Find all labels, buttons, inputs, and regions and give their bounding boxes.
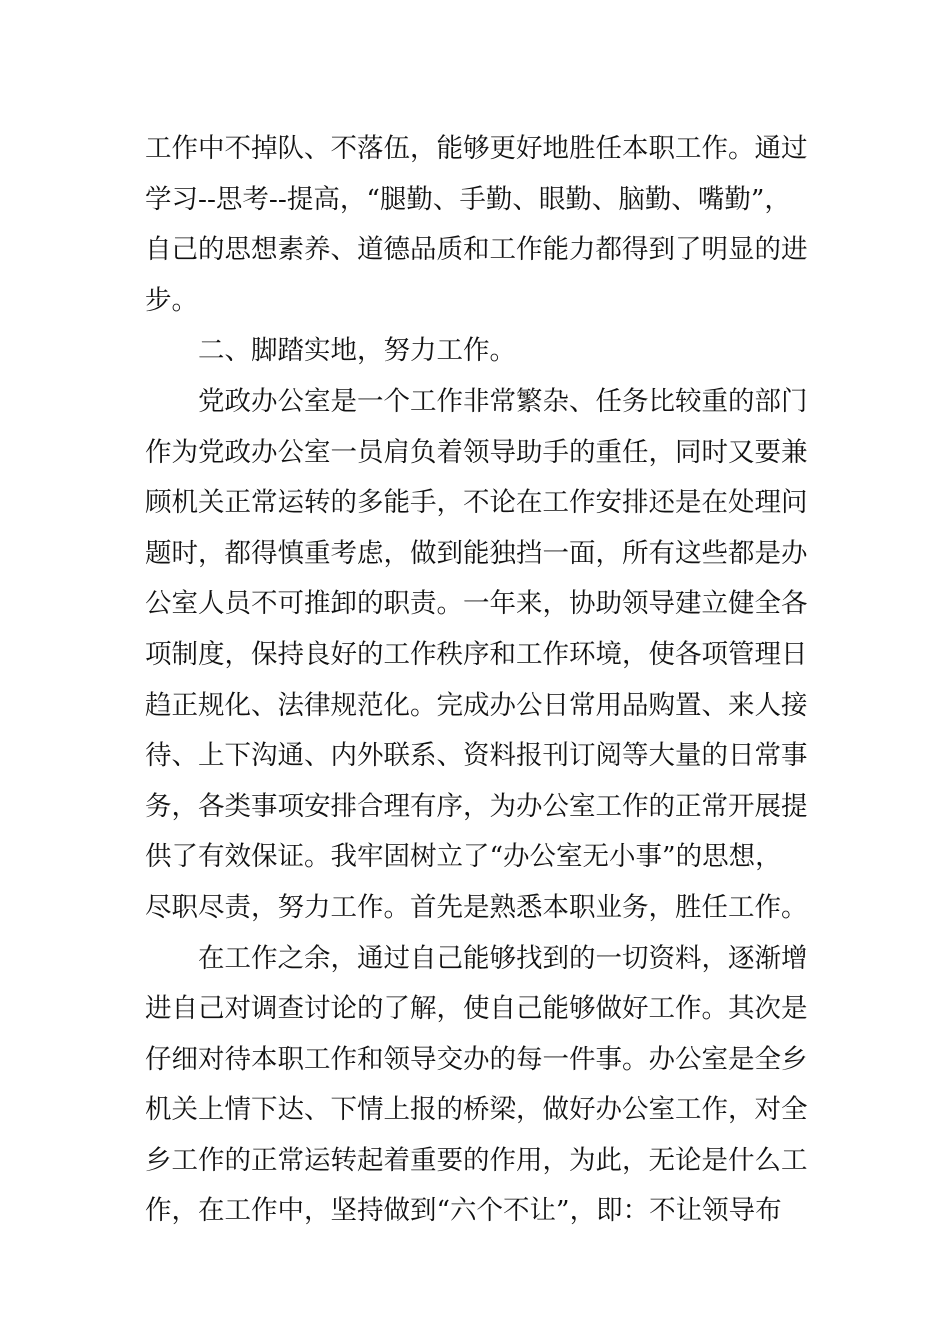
text-line: 自己的思想素养、道德品质和工作能力都得到了明显的进 bbox=[145, 234, 808, 266]
document-body bbox=[145, 124, 825, 1237]
text-line: 作，在工作中，坚持做到“六个不让”，即：不让领导布 bbox=[145, 1195, 782, 1227]
text-line: 趋正规化、法律规范化。完成办公日常用品购置、来人接 bbox=[145, 689, 808, 721]
text-line: 步。 bbox=[145, 284, 198, 316]
text-line: 公室人员不可推卸的职责。一年来，协助领导建立健全各 bbox=[145, 588, 808, 620]
text-line: 进自己对调查讨论的了解，使自己能够做好工作。其次是 bbox=[145, 993, 808, 1025]
text-line: 顾机关正常运转的多能手，不论在工作安排还是在处理问 bbox=[145, 487, 808, 519]
paragraph-first-line: 党政办公室是一个工作非常繁杂、任务比较重的部门 bbox=[198, 385, 808, 417]
text-line: 作为党政办公室一员肩负着领导助手的重任，同时又要兼 bbox=[145, 436, 808, 468]
paragraph-first-line: 在工作之余，通过自己能够找到的一切资料，逐渐增 bbox=[198, 942, 808, 974]
text-line: 乡工作的正常运转起着重要的作用，为此，无论是什么工 bbox=[145, 1144, 808, 1176]
text-line: 待、上下沟通、内外联系、资料报刊订阅等大量的日常事 bbox=[145, 740, 808, 772]
text-line: 仔细对待本职工作和领导交办的每一件事。办公室是全乡 bbox=[145, 1043, 808, 1075]
text-line: 题时，都得慎重考虑，做到能独挡一面，所有这些都是办 bbox=[145, 537, 808, 569]
text-line: 尽职尽责，努力工作。首先是熟悉本职业务，胜任工作。 bbox=[145, 891, 808, 923]
text-line: 项制度，保持良好的工作秩序和工作环境，使各项管理日 bbox=[145, 638, 808, 670]
section-heading: 二、脚踏实地，努力工作。 bbox=[198, 335, 516, 367]
text-line: 机关上情下达、下情上报的桥梁，做好办公室工作，对全 bbox=[145, 1094, 808, 1126]
text-line: 工作中不掉队、不落伍，能够更好地胜任本职工作。通过 bbox=[145, 133, 808, 164]
text-line: 供了有效保证。我牢固树立了“办公室无小事”的思想， bbox=[145, 841, 782, 873]
text-line: 学习--思考--提高，“腿勤、手勤、眼勤、脑勤、嘴勤”， bbox=[145, 183, 791, 215]
text-line: 务，各类事项安排合理有序，为办公室工作的正常开展提 bbox=[145, 790, 808, 822]
